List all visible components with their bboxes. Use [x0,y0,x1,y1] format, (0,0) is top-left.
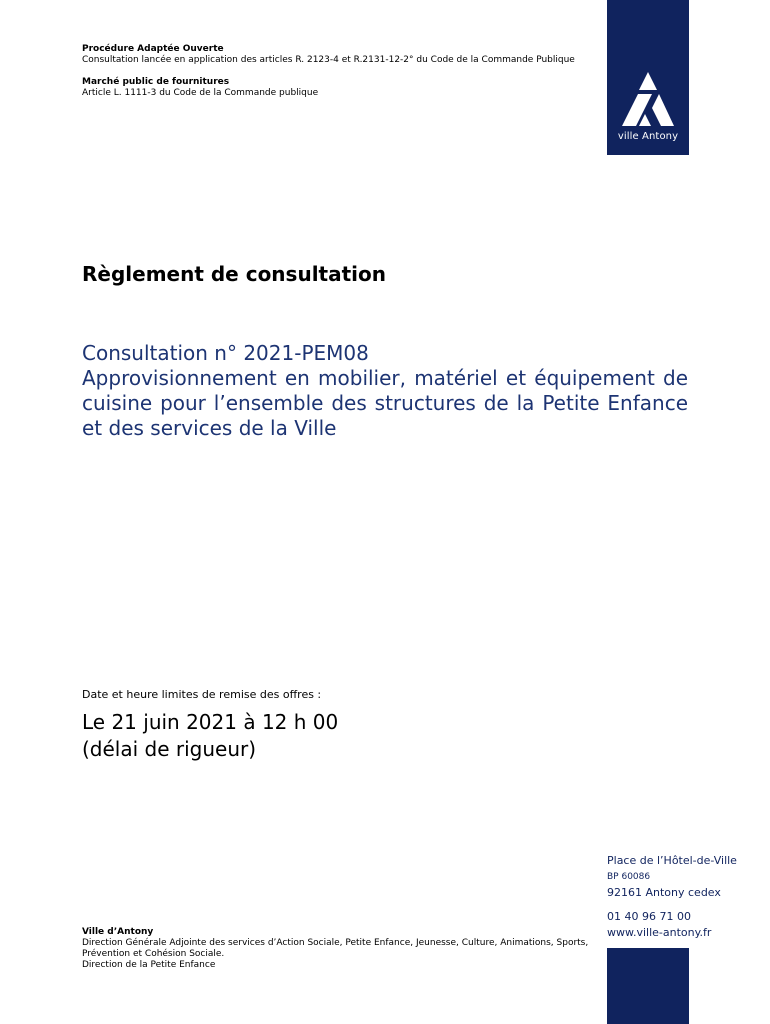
document-title: Règlement de consultation [82,262,386,286]
procedure-text: Consultation lancée en application des articles R. 2123-4 et R.2131-12-2° du Code de la Commande Publique [82,55,575,65]
deadline-date: Le 21 juin 2021 à 12 h 00 [82,710,339,734]
footer [82,927,597,971]
address-line: Place de l’Hôtel-de-Ville [607,854,737,867]
consultation-block [82,341,688,441]
deadline-block [82,709,338,763]
market-title: Marché public de fournitures [82,77,230,87]
consultation-subject: Approvisionnement en mobilier, matériel et équipement de cuisine pour l’ensemble des structures de la Petite Enfance et des services de la Ville [82,366,688,440]
deadline-label: Date et heure limites de remise des offres : [82,688,322,701]
bottom-brand-block [607,948,689,1024]
market-text: Article L. 1111-3 du Code de la Commande publique [82,88,319,98]
ville-antony-logo-icon [621,70,675,130]
procedure-title: Procédure Adaptée Ouverte [82,44,224,54]
address-block [607,853,737,941]
procedure-header [82,44,582,99]
address-city: 92161 Antony cedex [607,886,721,899]
logo-text: ville Antony [617,131,679,142]
address-bp: BP 60086 [607,872,651,882]
footer-org: Ville d’Antony [82,927,154,937]
footer-direction: Direction Générale Adjointe des services d’Action Sociale, Petite Enfance, Jeunesse, Culture, Animations, Sports, Prévention et Cohésion Sociale. [82,938,589,959]
logo-block [607,0,689,155]
deadline-note: (délai de rigueur) [82,737,257,761]
consultation-number: Consultation n° 2021-PEM08 [82,341,369,365]
footer-subdirection: Direction de la Petite Enfance [82,960,216,970]
phone-number: 01 40 96 71 00 [607,910,691,923]
website-link[interactable]: www.ville-antony.fr [607,926,712,939]
